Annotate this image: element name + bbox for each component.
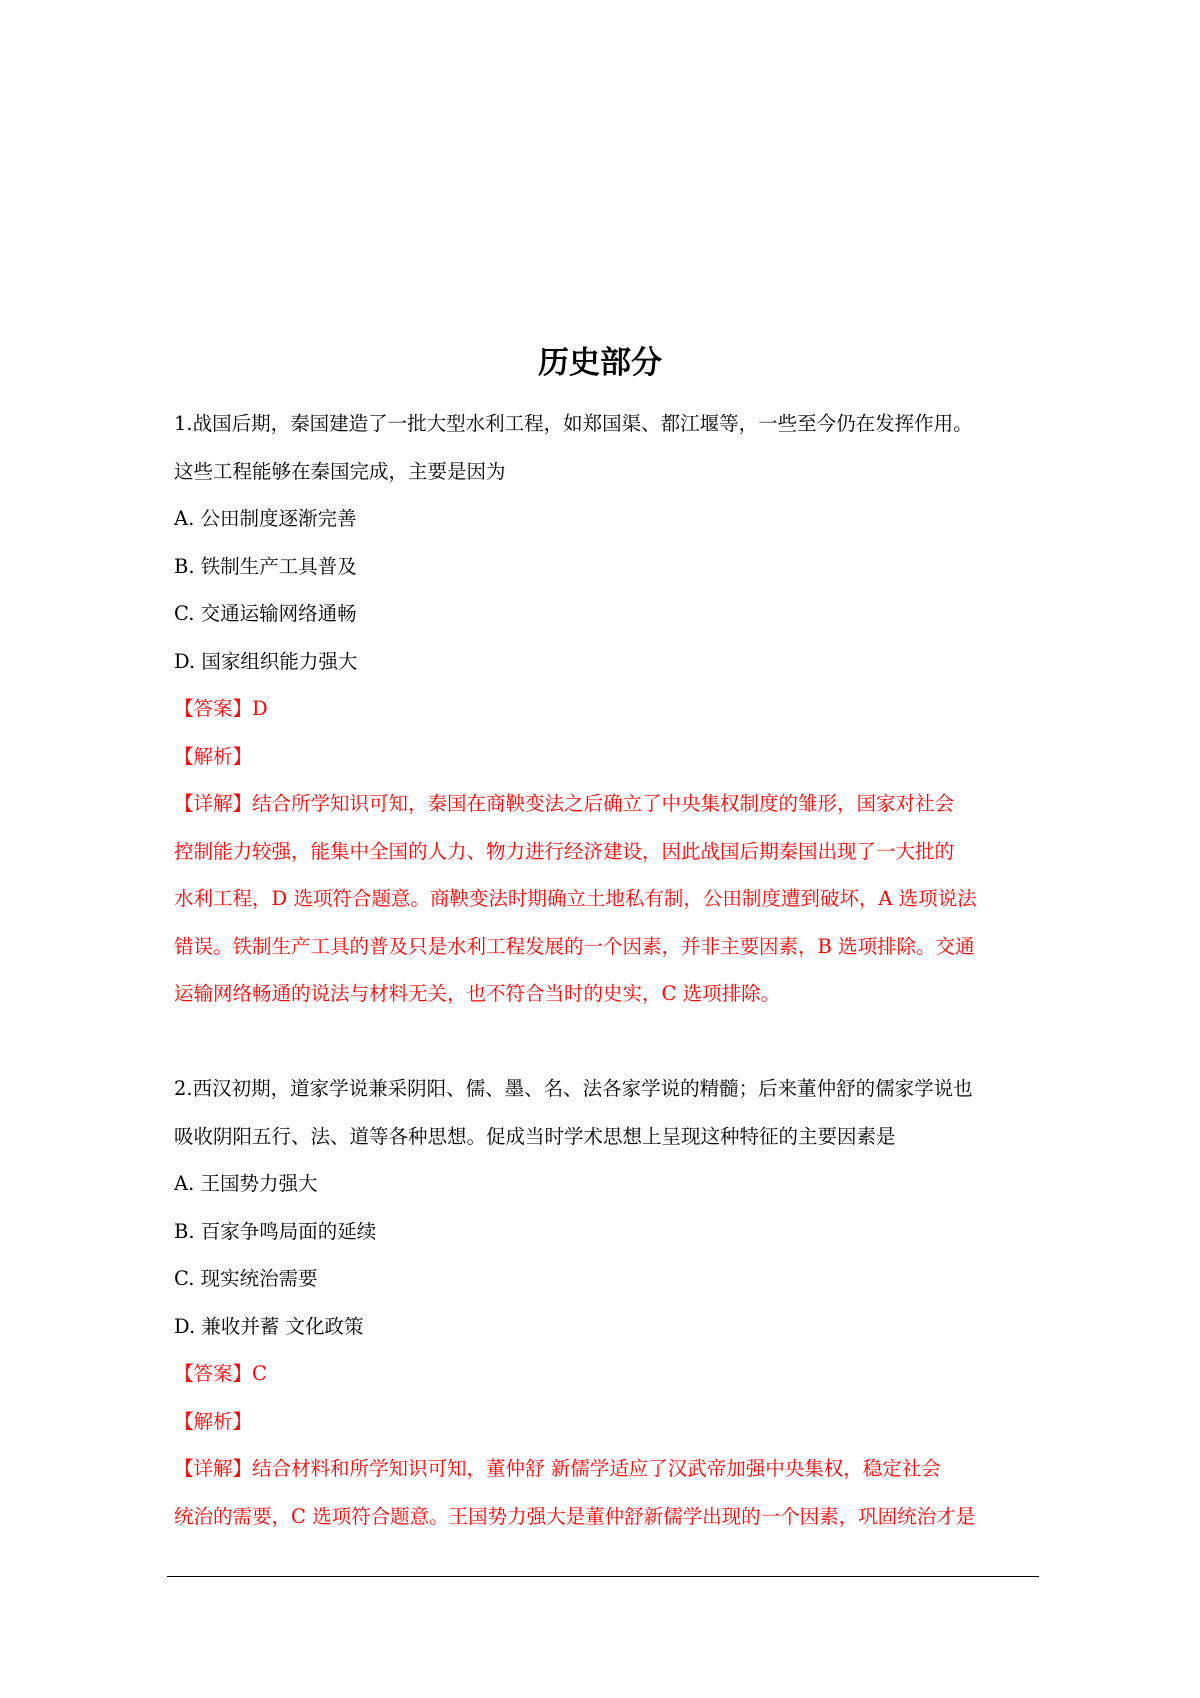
explanation-text: 【详解】结合所学知识可知，秦国在商鞅变法之后确立了中央集权制度的雏形，国家对社会 bbox=[174, 792, 955, 815]
explanation-text: 水利工程，D 选项符合题意。商鞅变法时期确立土地私有制，公田制度遭到破坏，A 选项说法 bbox=[174, 887, 977, 910]
analysis-label: 【解析】 bbox=[174, 1409, 253, 1433]
option-a: A. 公田制度逐渐完善 bbox=[174, 507, 357, 530]
question-stem: 这些工程能够在秦国完成，主要是因为 bbox=[174, 459, 506, 483]
question-1 bbox=[174, 400, 1038, 1018]
spacer bbox=[174, 1018, 1038, 1066]
question-stem: 2.西汉初期，道家学说兼采阴阳、儒、墨、名、法各家学说的精髓；后来董仲舒的儒家学说也 bbox=[174, 1077, 973, 1100]
option-c: C. 现实统治需要 bbox=[174, 1267, 318, 1290]
footer-rule bbox=[167, 1576, 1039, 1577]
explanation-text: 控制能力较强，能集中全国的人力、物力进行经济建设，因此战国后期秦国出现了一大批的 bbox=[174, 839, 955, 863]
question-stem: 吸收阴阳五行、法、道等各种思想。促成当时学术思想上呈现这种特征的主要因素是 bbox=[174, 1124, 896, 1148]
analysis-label: 【解析】 bbox=[174, 744, 253, 768]
option-b: B. 百家争鸣局面的延续 bbox=[174, 1219, 377, 1243]
explanation-text: 运输网络畅通的说法与材料无关，也不符合当时的史实，C 选项排除。 bbox=[174, 982, 781, 1005]
explanation-text: 【详解】结合材料和所学知识可知，董仲舒 新儒学适应了汉武帝加强中央集权，稳定社会 bbox=[174, 1457, 941, 1480]
option-a: A. 王国势力强大 bbox=[174, 1172, 318, 1195]
option-d: D. 国家组织能力强大 bbox=[174, 649, 358, 673]
answer-label: 【答案】D bbox=[174, 697, 268, 720]
explanation-text: 统治的需要，C 选项符合题意。王国势力强大是董仲舒新儒学出现的一个因素，巩固统治才是 bbox=[174, 1504, 976, 1528]
question-2 bbox=[174, 1065, 1038, 1540]
option-d: D. 兼收并蓄 文化政策 bbox=[174, 1314, 364, 1338]
option-c: C. 交通运输网络通畅 bbox=[174, 602, 357, 625]
question-stem: 1.战国后期，秦国建造了一批大型水利工程，如郑国渠、都江堰等，一些至今仍在发挥作用。 bbox=[174, 412, 973, 435]
explanation-text: 错误。铁制生产工具的普及只是水利工程发展的一个因素，并非主要因素，B 选项排除。交通 bbox=[174, 934, 975, 958]
document-body bbox=[174, 400, 1038, 1540]
answer-label: 【答案】C bbox=[174, 1362, 267, 1385]
option-b: B. 铁制生产工具普及 bbox=[174, 554, 357, 578]
page-title: 历史部分 bbox=[538, 345, 662, 381]
